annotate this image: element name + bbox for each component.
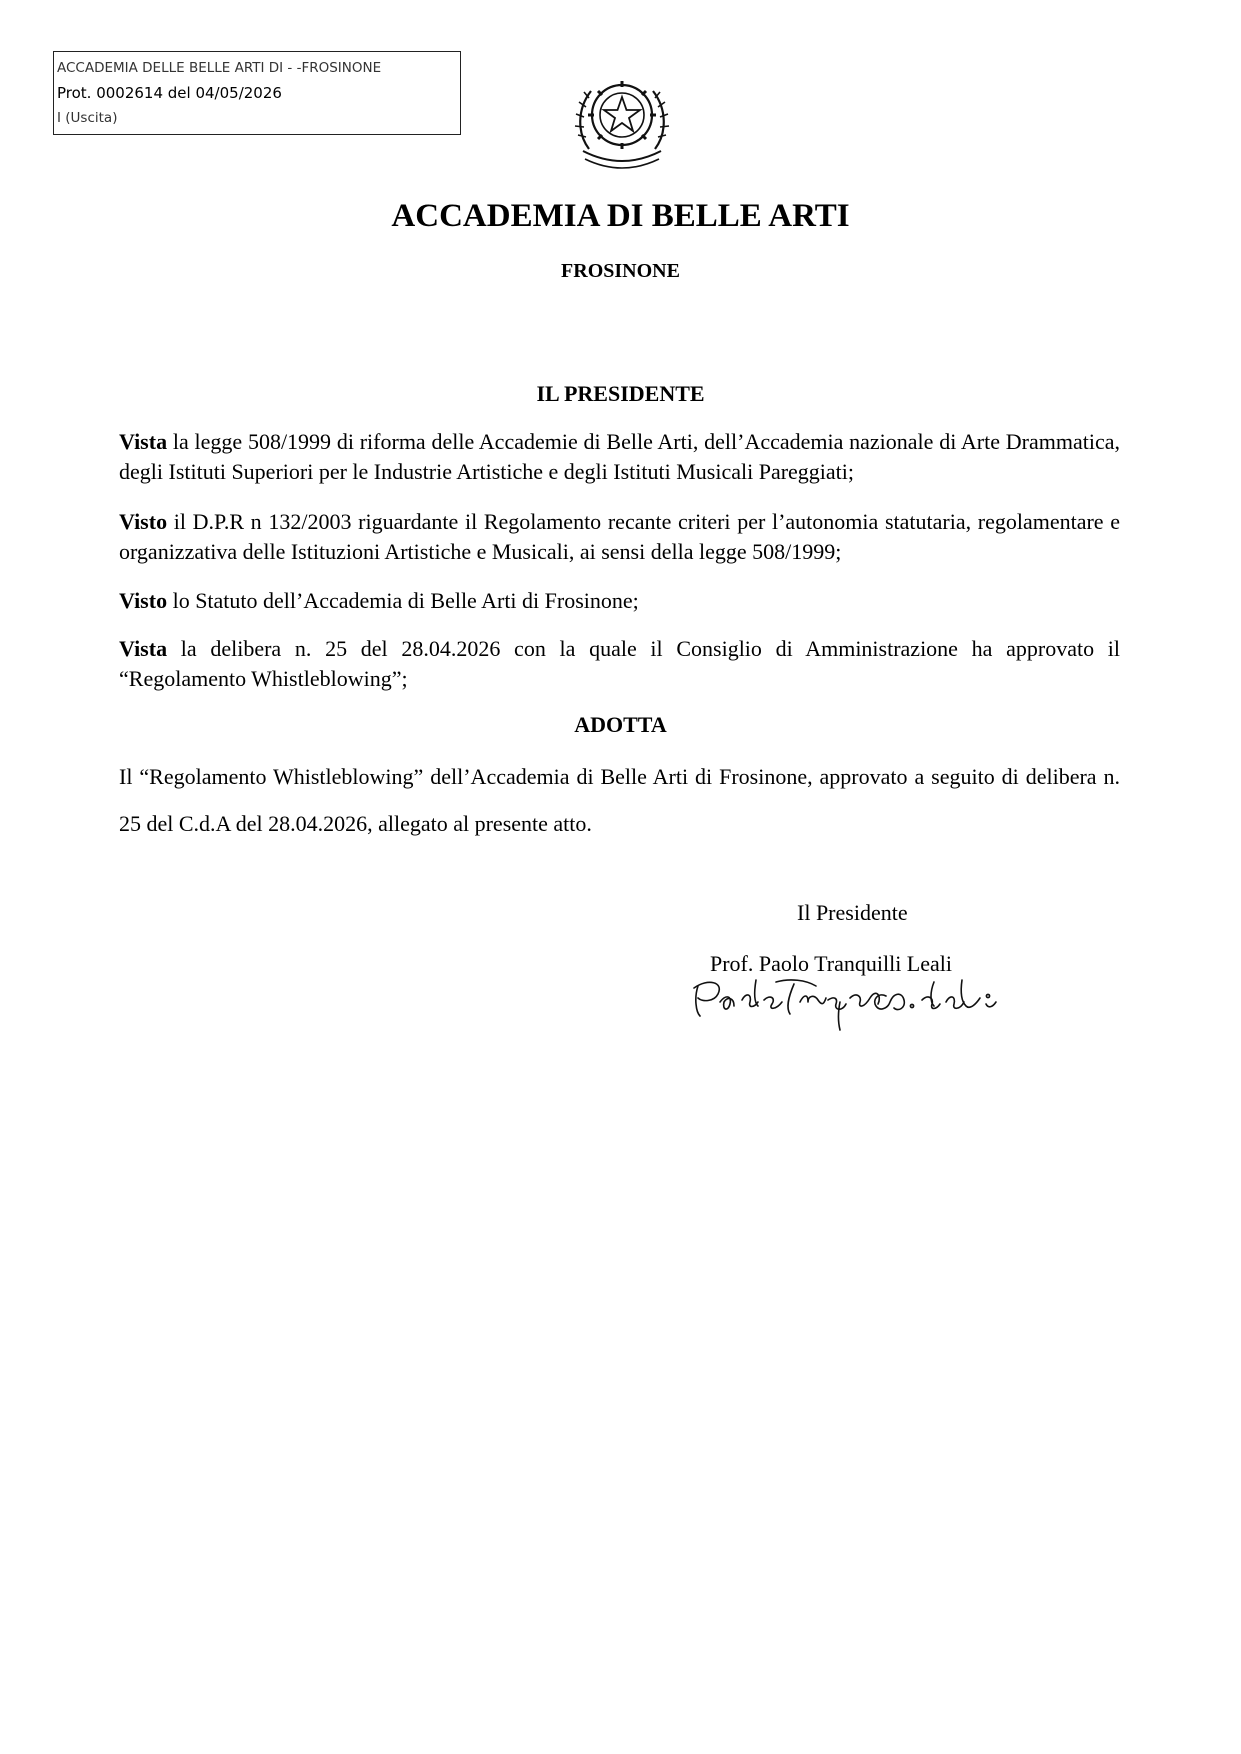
section-heading: IL PRESIDENTE <box>536 381 705 406</box>
protocol-stamp <box>53 51 461 135</box>
recital-1-text: la legge 508/1999 di riforma delle Accademie di Belle Arti, dell’Accademia nazionale di Arte Drammatica, degli Istituti Superiori per le Industrie Artistiche e degli Istituti Musicali Pareggiati; <box>119 429 1120 484</box>
republic-emblem-icon <box>567 67 677 173</box>
recital-1-lead: Vista <box>119 429 168 454</box>
signature-name: Prof. Paolo Tranquilli Leali <box>710 951 952 976</box>
recital-4-lead: Vista <box>119 636 168 661</box>
recital-1 <box>119 427 1120 487</box>
decision-heading: ADOTTA <box>574 712 667 737</box>
signature-role: Il Presidente <box>797 900 908 925</box>
handwritten-signature-icon <box>690 972 1030 1034</box>
recital-2 <box>119 507 1120 567</box>
recital-2-lead: Visto <box>119 509 168 534</box>
recital-3 <box>119 586 1120 616</box>
recital-3-text: lo Statuto dell’Accademia di Belle Arti di Frosinone; <box>167 588 639 613</box>
stamp-institution: ACCADEMIA DELLE BELLE ARTI DI - -FROSINONE <box>57 60 382 76</box>
stamp-protocol-number: Prot. 0002614 del 04/05/2026 <box>57 84 282 102</box>
stamp-direction: I (Uscita) <box>57 110 118 126</box>
recital-2-text: il D.P.R n 132/2003 riguardante il Regolamento recante criteri per l’autonomia statutaria, regolamentare e organizzativa delle Istituzioni Artistiche e Musicali, ai sensi della legge 508/1999; <box>119 509 1120 564</box>
recital-4 <box>119 634 1120 694</box>
institution-title: ACCADEMIA DI BELLE ARTI <box>391 198 850 234</box>
recital-3-lead: Visto <box>119 588 168 613</box>
recital-4-text: la delibera n. 25 del 28.04.2026 con la quale il Consiglio di Amministrazione ha approvato il “Regolamento Whistleblowing”; <box>119 636 1120 691</box>
institution-city: FROSINONE <box>561 260 680 282</box>
decision-text: Il “Regolamento Whistleblowing” dell’Accademia di Belle Arti di Frosinone, approvato a seguito di delibera n. 25 del C.d.A del 28.04.2026, allegato al presente atto. <box>119 764 1120 836</box>
